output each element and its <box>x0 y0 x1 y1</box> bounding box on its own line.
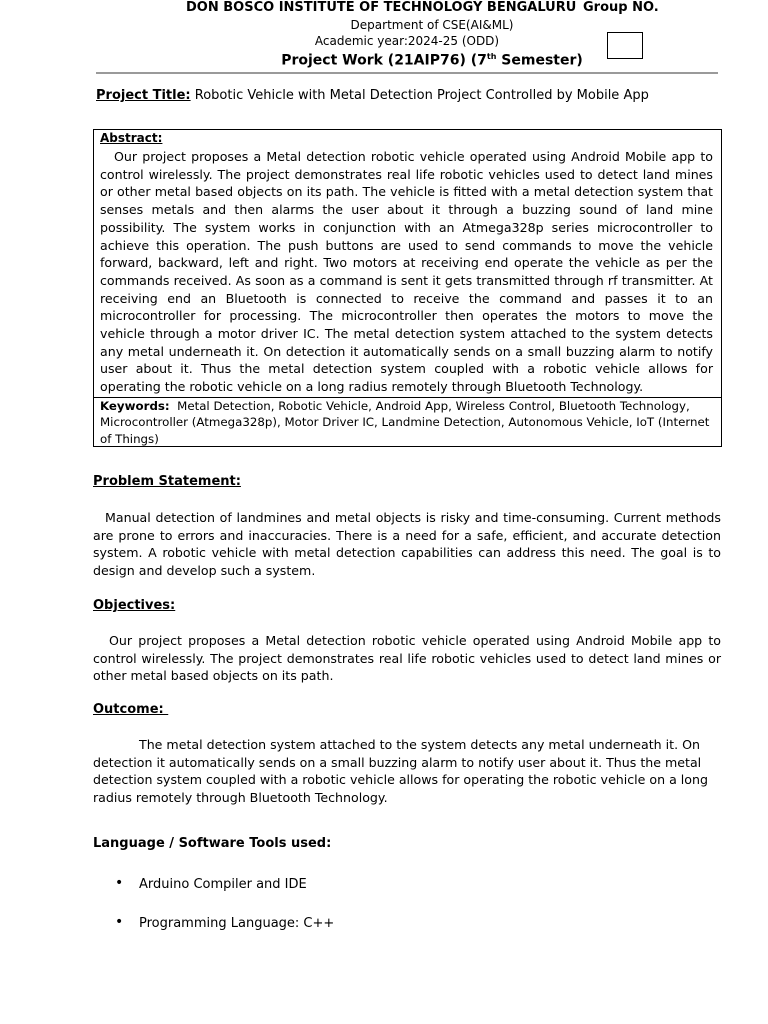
outcome-heading: Outcome: <box>93 702 169 717</box>
abstract-heading: Abstract: <box>100 131 163 145</box>
problem-statement-text: Manual detection of landmines and metal objects is risky and time-consuming. Current methods are prone to errors and inaccuracies. There is a need for a safe, efficient, and accurate detection system. A robotic vehicle with metal detection capabilities can address this need. The goal is to design and develop such a system. <box>93 510 721 579</box>
abstract-text: Our project proposes a Metal detection robotic vehicle operated using Android Mobile app to control wirelessly. The project demonstrates real life robotic vehicles used to detect land mines or other metal based objects on its path. The vehicle is fitted with a metal detection system that senses metals and then alarms the user about it through a buzzing sound of land mine possibility. The system works in conjunction with an Atmega328p series microcontroller to achieve this operation. The push buttons are used to send commands to move the vehicle forward, backward, left and right. Two motors at receiving end operate the vehicle as per the commands received. As soon as a command is sent it gets transmitted through rf transmitter. At receiving end an Bluetooth is connected to receive the command and passes it to an microcontroller for processing. The microcontroller then operates the motors to move the vehicle through a motor driver IC. The metal detection system attached to the system detects any metal underneath it. On detection it automatically sends on a small buzzing alarm to notify user about it. Thus the metal detection system coupled with a robotic vehicle allows for operating the robotic vehicle on a long radius remotely through Bluetooth Technology. <box>100 149 713 395</box>
header-divider <box>96 72 718 74</box>
keywords-value: Metal Detection, Robotic Vehicle, Android App, Wireless Control, Bluetooth Technology, Microcontroller (Atmega328p), Motor Driver IC, Landmine Detection, Autonomous Vehicle, IoT (Internet of Things) <box>100 399 710 446</box>
department: Department of CSE(AI&ML) <box>350 18 514 32</box>
project-work-main: Project Work (21AIP76) (7 <box>281 52 487 69</box>
group-number-label: Group NO. <box>583 0 659 15</box>
tool-item-2: Programming Language: C++ <box>139 916 335 931</box>
project-title <box>96 88 649 103</box>
project-title-value: Robotic Vehicle with Metal Detection Project Controlled by Mobile App <box>194 88 649 103</box>
keywords-section <box>94 398 721 447</box>
bullet-icon: • <box>115 914 124 930</box>
tool-item-1: Arduino Compiler and IDE <box>139 877 307 892</box>
abstract-box <box>93 129 722 447</box>
project-work-end: Semester) <box>496 52 583 69</box>
problem-statement-heading: Problem Statement: <box>93 474 241 489</box>
tools-heading: Language / Software Tools used: <box>93 836 332 851</box>
keywords-text <box>94 398 721 447</box>
bullet-icon: • <box>115 875 124 891</box>
academic-year: Academic year:2024-25 (ODD) <box>314 34 500 48</box>
project-work-title <box>0 52 768 69</box>
project-title-label: Project Title: <box>96 88 191 103</box>
objectives-text: Our project proposes a Metal detection robotic vehicle operated using Android Mobile app to control wirelessly. The project demonstrates real life robotic vehicles used to detect land mines or other metal based objects on its path. <box>93 633 721 684</box>
objectives-heading: Objectives: <box>93 598 176 613</box>
institute-name: DON BOSCO INSTITUTE OF TECHNOLOGY BENGALURU <box>186 0 577 15</box>
abstract-section <box>94 130 721 398</box>
semester-ordinal-suffix: th <box>486 52 497 61</box>
keywords-label: Keywords: <box>100 399 170 413</box>
outcome-text: The metal detection system attached to the system detects any metal underneath it. On detection it automatically sends on a small buzzing alarm to notify user about it. Thus the metal detection system coupled with a robotic vehicle allows for operating the robotic vehicle on a long radius remotely through Bluetooth Technology. <box>93 737 708 806</box>
